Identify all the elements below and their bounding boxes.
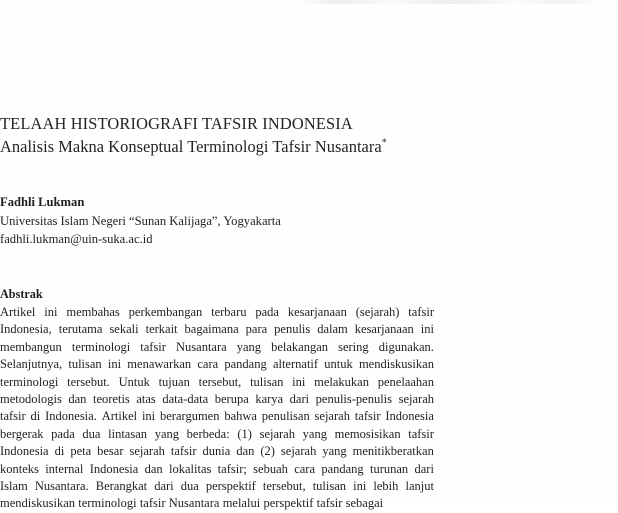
abstract-line (0, 478, 434, 495)
abstract-word: menitikberatkan (352, 444, 434, 459)
abstract-word: Berangkat (95, 478, 148, 493)
abstract-line (0, 339, 434, 356)
abstract-word: sekali (109, 322, 139, 337)
abstract-word: penulisan (261, 409, 310, 424)
article-title-line1: TELAAH HISTORIOGRAFI TAFSIR INDONESIA (0, 114, 353, 133)
abstract-word: perspektif (263, 496, 314, 511)
abstract-word: lintasan (108, 426, 148, 441)
abstract-word: melalui (222, 496, 261, 511)
abstract-word: mendiskusikan (358, 357, 434, 372)
abstract-word: tersebut. (67, 374, 110, 389)
abstract-word: peta (70, 444, 92, 459)
abstract-word: tafsir (139, 496, 166, 511)
abstract-word: (2) (260, 444, 275, 459)
abstract-word: kesarjanaan (287, 304, 347, 319)
abstract-line (0, 321, 434, 338)
abstract-word: yang (302, 426, 327, 441)
abstract-word: turunan (369, 461, 409, 476)
abstract-word: sejarah (398, 391, 434, 406)
article-title-line2: Analisis Makna Konseptual Terminologi Tafsir Nusantara (0, 137, 382, 156)
abstract-word: pandang (224, 357, 267, 372)
abstract-word: terutama (58, 322, 103, 337)
abstract-word: tersebut, (262, 478, 306, 493)
abstract-word: melakukan (314, 374, 369, 389)
abstract-word: pandang (321, 461, 364, 476)
abstract-word: Artikel (0, 304, 36, 319)
abstract-word: lokalitas (169, 461, 212, 476)
abstract-line (0, 426, 434, 443)
abstract-word: kesarjanaan (354, 322, 414, 337)
author-email[interactable]: fadhli.lukman@uin-suka.ac.id (0, 232, 153, 247)
abstract-word: belakangan (271, 339, 329, 354)
abstract-word: internal (45, 461, 84, 476)
abstract-word: dunia (202, 444, 231, 459)
abstract-word: metodologis (0, 391, 62, 406)
abstract-word: di (30, 409, 41, 424)
abstract-word: lanjut (405, 478, 434, 493)
article-subtitle-line (0, 135, 442, 158)
abstract-word: dari (154, 478, 174, 493)
abstract-word: berbeda: (186, 426, 230, 441)
author-block (0, 193, 434, 249)
abstract-word: penulis-penulis (315, 391, 393, 406)
abstract-line (0, 408, 434, 425)
abstract-word: terkait (145, 322, 178, 337)
abstract-word: terminologi (71, 339, 131, 354)
abstract-word: pada (255, 304, 279, 319)
abstract-word: ini (107, 357, 122, 372)
abstract-word: tulisan (312, 478, 347, 493)
abstract-word: digunakan. (378, 339, 434, 354)
abstract-word: penelaahan (377, 374, 434, 389)
abstract-word: tafsir (170, 444, 197, 459)
abstract-word: Indonesia. (45, 409, 97, 424)
abstract-heading: Abstrak (0, 287, 43, 301)
abstract-word: Islam (0, 478, 28, 493)
abstract-word: Untuk (118, 374, 150, 389)
author-affiliation: Universitas Islam Negeri “Sunan Kalijaga”, Yogyakarta (0, 213, 281, 228)
abstract-word: mendiskusikan (0, 496, 75, 511)
abstract-word: teoretis (93, 391, 130, 406)
abstract-word: sejarah (129, 444, 165, 459)
abstract-word: yang (236, 339, 262, 354)
abstract-word: yang (322, 444, 347, 459)
abstract-word: bahwa (224, 409, 257, 424)
abstract-word: membangun (0, 339, 62, 354)
abstract-word: Indonesia (89, 461, 139, 476)
abstract-word: yang (154, 426, 179, 441)
abstract-word: perspektif (205, 478, 256, 493)
abstract-word: terminologi (0, 374, 59, 389)
abstract-word: tafsir (354, 409, 381, 424)
abstract-word: terbaru (211, 304, 247, 319)
abstract-word: penulis (274, 322, 311, 337)
abstract-word: Indonesia (385, 409, 434, 424)
abstract-word: dan (68, 391, 87, 406)
abstract-word: dari (289, 391, 310, 406)
abstract-word: dua (82, 426, 101, 441)
article-title-block (0, 112, 442, 158)
abstract-line (0, 443, 434, 460)
abstract-word: Nusantara (176, 339, 227, 354)
abstract-word: pada (51, 426, 75, 441)
abstract-word: dalam (317, 322, 348, 337)
abstract-word: bagaimana (184, 322, 239, 337)
abstract-word: tafsir (408, 304, 434, 319)
abstract-word: ini (420, 322, 434, 337)
abstract-word: Indonesia, (0, 322, 52, 337)
abstract-word: Nusantara. (34, 478, 89, 493)
abstract-line (0, 461, 434, 478)
abstract-word: tafsir (0, 409, 26, 424)
abstract-word: tafsir (316, 496, 343, 511)
scan-artifact-strip (300, 0, 600, 4)
abstract-line (0, 374, 434, 391)
abstract-line (0, 304, 434, 321)
abstract-word: karya (255, 391, 284, 406)
abstract-section (0, 286, 434, 513)
abstract-word: Nusantara (168, 496, 220, 511)
abstract-line (0, 495, 434, 512)
abstract-word: sejarah (280, 444, 317, 459)
abstract-word: sejarah (259, 426, 295, 441)
title-footnote-marker[interactable]: * (381, 137, 387, 149)
abstract-word: berupa (214, 391, 249, 406)
abstract-word: tafsir; (217, 461, 247, 476)
abstract-body (0, 304, 434, 513)
abstract-word: sebagai (345, 496, 384, 511)
abstract-word: konteks (0, 461, 39, 476)
abstract-word: ini (141, 409, 156, 424)
abstract-word: alternatif (272, 357, 319, 372)
abstract-word: ini (44, 304, 58, 319)
abstract-word: dua (180, 478, 199, 493)
abstract-word: tulisan (68, 357, 102, 372)
abstract-word: terminologi (78, 496, 137, 511)
abstract-word: data-data (162, 391, 209, 406)
abstract-word: membahas (66, 304, 120, 319)
abstract-word: cara (294, 461, 315, 476)
abstract-word: besar (97, 444, 124, 459)
abstract-word: sebuah (253, 461, 288, 476)
abstract-word: lebih (373, 478, 399, 493)
abstract-word: ini (292, 374, 306, 389)
abstract-word: tujuan (158, 374, 190, 389)
author-name: Fadhli Lukman (0, 195, 85, 209)
abstract-word: (1) (237, 426, 252, 441)
abstract-line (0, 356, 434, 373)
abstract-word: para (245, 322, 268, 337)
abstract-word: (sejarah) (355, 304, 400, 319)
abstract-word: Selanjutnya, (0, 357, 63, 372)
abstract-word: atas (136, 391, 156, 406)
abstract-word: di (54, 444, 65, 459)
abstract-word: cara (197, 357, 219, 372)
abstract-word: dari (414, 461, 434, 476)
abstract-word: sering (338, 339, 369, 354)
abstract-word: tafsir (140, 339, 166, 354)
abstract-word: ini (353, 478, 367, 493)
abstract-word: menawarkan (127, 357, 192, 372)
abstract-word: tafsir (408, 426, 434, 441)
abstract-word: tersebut, (198, 374, 242, 389)
abstract-word: bergerak (0, 426, 44, 441)
abstract-word: dan (236, 444, 255, 459)
abstract-word: tulisan (250, 374, 284, 389)
abstract-line (0, 391, 434, 408)
abstract-word: perkembangan (128, 304, 203, 319)
abstract-word: dan (144, 461, 163, 476)
abstract-word: memosisikan (334, 426, 401, 441)
abstract-word: untuk (324, 357, 353, 372)
abstract-word: berargumen (160, 409, 220, 424)
abstract-word: Indonesia (0, 444, 49, 459)
abstract-word: sejarah (314, 409, 350, 424)
abstract-word: Artikel (101, 409, 138, 424)
